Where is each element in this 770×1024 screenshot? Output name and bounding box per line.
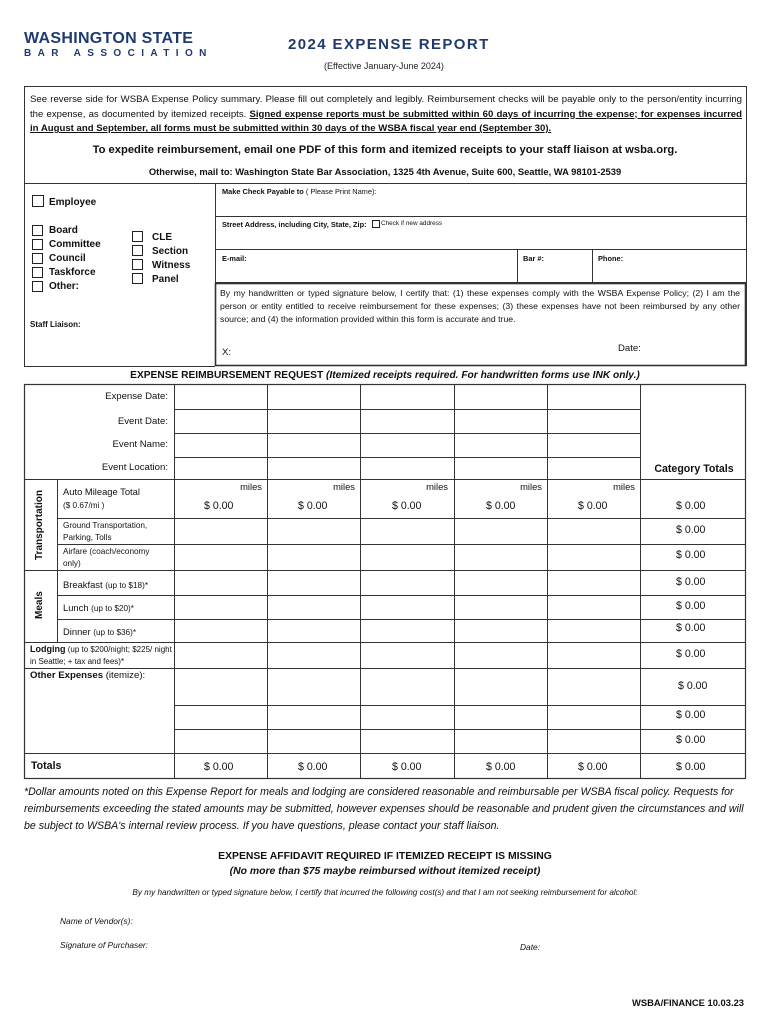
page-title: 2024 EXPENSE REPORT: [288, 36, 490, 53]
staff-liaison-label: Staff Liaison:: [30, 320, 81, 329]
event-name-label: Event Name:: [112, 439, 168, 450]
other-label: Other:: [49, 281, 79, 292]
miles-unit: miles: [333, 481, 355, 492]
column-total: $ 0.00: [298, 761, 328, 773]
new-address-label: Check if new address: [381, 220, 443, 227]
bar-number-field[interactable]: Bar #:: [523, 254, 544, 263]
email-field[interactable]: E-mail:: [222, 254, 247, 263]
board-label: Board: [49, 225, 78, 236]
category-total-mileage: $ 0.00: [676, 500, 706, 512]
logo-line2: BAR ASSOCIATION: [24, 48, 213, 59]
panel-label: Panel: [152, 274, 179, 285]
dinner-label: [63, 626, 136, 637]
category-total-lodging: $ 0.00: [676, 648, 706, 660]
dinner-limit: (up to $36)*: [93, 628, 137, 637]
event-date-label: Event Date:: [117, 416, 168, 427]
vendor-name-field[interactable]: Name of Vendor(s):: [60, 916, 133, 926]
meals-group-label: Meals: [34, 591, 45, 619]
affidavit-title: EXPENSE AFFIDAVIT REQUIRED IF ITEMIZED RECEIPT IS MISSING: [218, 851, 552, 862]
miles-unit: miles: [613, 481, 635, 492]
category-total-other: $ 0.00: [676, 734, 706, 746]
mileage-amount[interactable]: $ 0.00: [392, 500, 422, 512]
transportation-group-label: Transportation: [34, 489, 45, 560]
affidavit-statement: By my handwritten or typed signature below, I certify that incurred the following cost(s) and that I am not seeking reimbursement for alcohol:: [132, 888, 638, 897]
breakfast-name: Breakfast: [63, 579, 103, 590]
category-total-other: $ 0.00: [676, 709, 706, 721]
logo-line1: WASHINGTON STATE: [24, 30, 194, 47]
category-total-airfare: $ 0.00: [676, 549, 706, 561]
column-total: $ 0.00: [204, 761, 234, 773]
category-total-lunch: $ 0.00: [676, 600, 706, 612]
mileage-amount[interactable]: $ 0.00: [298, 500, 328, 512]
council-label: Council: [49, 253, 86, 264]
email-instruction: To expedite reimbursement, email one PDF of this form and itemized receipts to your staff liaison at wsba.org.: [92, 144, 678, 156]
miles-unit: miles: [520, 481, 542, 492]
payable-hint: ( Please Print Name):: [305, 187, 377, 196]
miles-unit: miles: [240, 481, 262, 492]
dinner-name: Dinner: [63, 626, 91, 637]
category-total-other: $ 0.00: [678, 680, 708, 692]
lodging-name: Lodging: [30, 644, 66, 654]
grand-total: $ 0.00: [676, 761, 706, 773]
airfare-label: Airfare (coach/economy only): [63, 547, 150, 568]
taskforce-label: Taskforce: [49, 267, 96, 278]
expense-title-note: (Itemized receipts required. For handwritten forms use INK only.): [326, 370, 640, 381]
cle-label: CLE: [152, 232, 172, 243]
ground-transport-label: Ground Transportation, Parking, Tolls: [63, 521, 148, 542]
mileage-amount[interactable]: $ 0.00: [204, 500, 234, 512]
expense-title-main: EXPENSE REIMBURSEMENT REQUEST: [130, 370, 327, 381]
lodging-label: [30, 643, 172, 668]
miles-unit: miles: [426, 481, 448, 492]
signature-date-field[interactable]: Date:: [618, 343, 641, 354]
lodging-limit: (up to $200/night; $225/ night in Seattle; + tax and fees)*: [30, 645, 172, 666]
column-total: $ 0.00: [578, 761, 608, 773]
column-total: $ 0.00: [392, 761, 422, 773]
mileage-rate: ($ 0.67/mi ): [63, 501, 105, 510]
intro-text-a: See reverse side for WSBA Expense Policy summary. Please fill out completely and legibly. Reimbursement checks will be payable only to the person/entity incurring the expense, as documented by itemized receipts.: [30, 94, 742, 120]
mileage-amount[interactable]: $ 0.00: [486, 500, 516, 512]
lunch-limit: (up to $20)*: [91, 604, 134, 613]
dollar-amount-note: *Dollar amounts noted on this Expense Report for meals and lodging are considered reasonable and reimbursable per WSBA fiscal policy. Requests for reimbursements exceeding the stated amounts may be submitted, however expenses should be reasonable and prudent given the circumstances and will be subject to WSBA's internal review process. If you have questions, please contact your staff liaison.: [24, 786, 744, 832]
committee-label: Committee: [49, 239, 101, 250]
lunch-name: Lunch: [63, 602, 89, 613]
column-total: $ 0.00: [486, 761, 516, 773]
affidavit-date-field[interactable]: Date:: [520, 942, 541, 952]
category-total-dinner: $ 0.00: [676, 622, 706, 634]
category-total-breakfast: $ 0.00: [676, 576, 706, 588]
employee-label: Employee: [49, 197, 97, 208]
other-expenses-label: [30, 670, 145, 681]
certification-text: By my handwritten or typed signature below, I certify that: (1) these expenses comply with the WSBA Expense Policy; (2) I am the person or entity entitled to receive reimbursement for these expenses; (3) these expenses have not been reimbursed by any other source; and (4) the information provided within this form is accurate and true.: [220, 288, 740, 324]
expense-date-label: Expense Date:: [105, 391, 168, 402]
mileage-amount[interactable]: $ 0.00: [578, 500, 608, 512]
other-expenses-hint: (itemize):: [105, 670, 146, 681]
category-total-ground: $ 0.00: [676, 524, 706, 536]
street-label: Street Address, including City, State, Zip:: [222, 220, 367, 229]
mileage-label: Auto Mileage Total: [63, 486, 140, 497]
section-label: Section: [152, 246, 189, 257]
form-code: WSBA/FINANCE 10.03.23: [631, 997, 744, 1008]
event-location-label: Event Location:: [101, 462, 168, 473]
breakfast-limit: (up to $18)*: [105, 581, 149, 590]
lunch-label: [63, 602, 134, 613]
mail-instruction: Otherwise, mail to: Washington State Bar Association, 1325 4th Avenue, Suite 600, Seattle, WA 98101-2539: [148, 166, 622, 177]
payable-label: Make Check Payable to: [222, 187, 304, 196]
witness-label: Witness: [152, 260, 191, 271]
breakfast-label: [63, 579, 148, 590]
intro-text-deadline: Signed expense reports must be submitted within 60 days of incurring the expense; for expenses incurred in August and September, all forms must be submitted within 30 days of the WSBA fiscal year end (September 30).: [30, 108, 742, 134]
signature-field[interactable]: X:: [222, 347, 232, 358]
phone-field[interactable]: Phone:: [598, 254, 624, 263]
affidavit-subtitle: (No more than $75 maybe reimbursed without itemized receipt): [229, 866, 541, 877]
purchaser-signature-field[interactable]: Signature of Purchaser:: [60, 940, 148, 950]
other-expenses-name: Other Expenses: [30, 670, 104, 681]
totals-label: Totals: [31, 760, 62, 772]
category-totals-label: Category Totals: [654, 463, 734, 475]
page-subtitle: (Effective January-June 2024): [324, 61, 444, 71]
